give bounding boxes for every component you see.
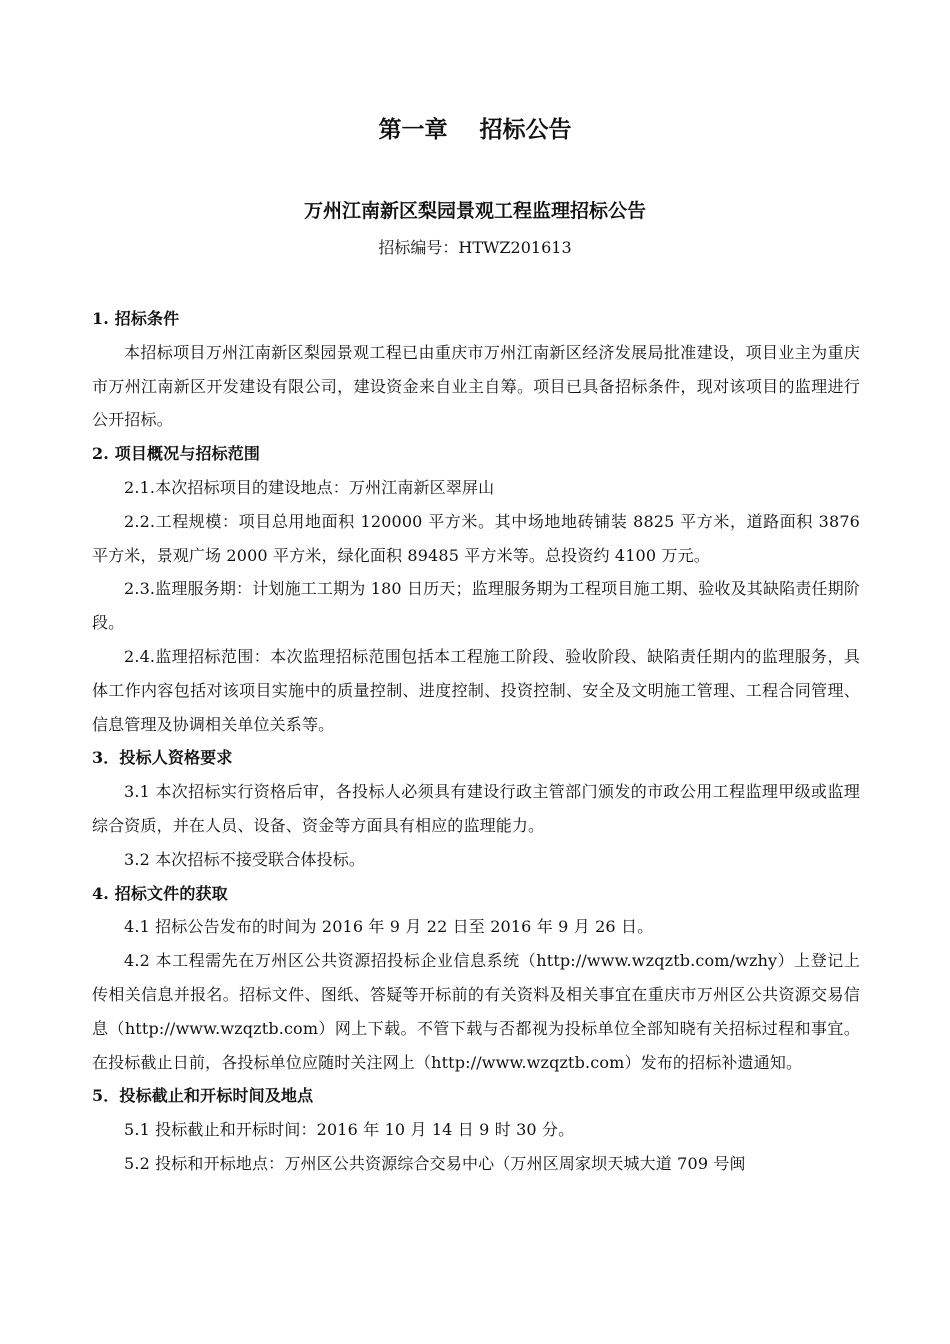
section-qualification [92, 741, 860, 876]
section-conditions [92, 302, 860, 437]
bid-number: 招标编号：HTWZ201613 [378, 238, 572, 257]
paragraph: 2.3.监理服务期：计划施工工期为 180 日历天；监理服务期为工程项目施工期、验收及其缺陷责任期阶段。 [92, 579, 860, 633]
section-overview [92, 437, 860, 741]
paragraph: 3.1 本次招标实行资格后审，各投标人必须具有建设行政主管部门颁发的市政公用工程监理甲级或监理综合资质，并在人员、设备、资金等方面具有相应的监理能力。 [92, 782, 860, 835]
paragraph: 2.1.本次招标项目的建设地点：万州江南新区翠屏山 [124, 477, 495, 497]
paragraph: 2.2.工程规模：项目总用地面积 120000 平方米。其中场地地砖铺装 8825 平方米，道路面积 3876 平方米，景观广场 2000 平方米，绿化面积 89485 平方米等。总投资约 4100 万元。 [92, 511, 860, 565]
notice-title: 万州江南新区梨园景观工程监理招标公告 [303, 200, 646, 222]
section-heading: 4. 招标文件的获取 [92, 883, 228, 903]
notice-body [92, 302, 860, 1181]
section-documents [92, 877, 860, 1080]
section-heading: 2. 项目概况与招标范围 [92, 444, 261, 464]
paragraph: 4.2 本工程需先在万州区公共资源招投标企业信息系统（http://www.wzqztb.com/wzhy）上登记上传相关信息并报名。招标文件、图纸、答疑等开标前的有关资料及相关事宜在重庆市万州区公共资源交易信息（http://www.wzqztb.com）网上下载。不管下载与否都视为投标单位全部知晓有关招标过程和事宜。在投标截止日前，各投标单位应随时关注网上（http://www.wzqztb.com）发布的招标补遗通知。 [92, 951, 860, 1072]
section-heading: 1. 招标条件 [92, 309, 180, 328]
paragraph: 2.4.监理招标范围：本次监理招标范围包括本工程施工阶段、验收阶段、缺陷责任期内的监理服务，具体工作内容包括对该项目实施中的质量控制、进度控制、投资控制、安全及文明施工管理、工程合同管理、信息管理及协调相关单位关系等。 [92, 646, 860, 734]
paragraph: 本招标项目万州江南新区梨园景观工程已由重庆市万州江南新区经济发展局批准建设，项目业主为重庆市万州江南新区开发建设有限公司，建设资金来自业主自筹。项目已具备招标条件，现对该项目的监理进行公开招标。 [92, 342, 860, 430]
section-heading: 5．投标截止和开标时间及地点 [92, 1086, 314, 1106]
paragraph: 5.2 投标和开标地点：万州区公共资源综合交易中心（万州区周家坝天城大道 709 号闽 [124, 1153, 746, 1173]
paragraph: 3.2 本次招标不接受联合体投标。 [124, 849, 366, 869]
paragraph: 5.1 投标截止和开标时间：2016 年 10 月 14 日 9 时 30 分。 [124, 1120, 575, 1140]
section-heading: 3．投标人资格要求 [92, 748, 233, 768]
section-deadline [92, 1079, 860, 1180]
paragraph: 4.1 招标公告发布的时间为 2016 年 9 月 22 日至 2016 年 9 月 26 日。 [124, 917, 654, 937]
chapter-title: 第一章 招标公告 [378, 116, 572, 143]
